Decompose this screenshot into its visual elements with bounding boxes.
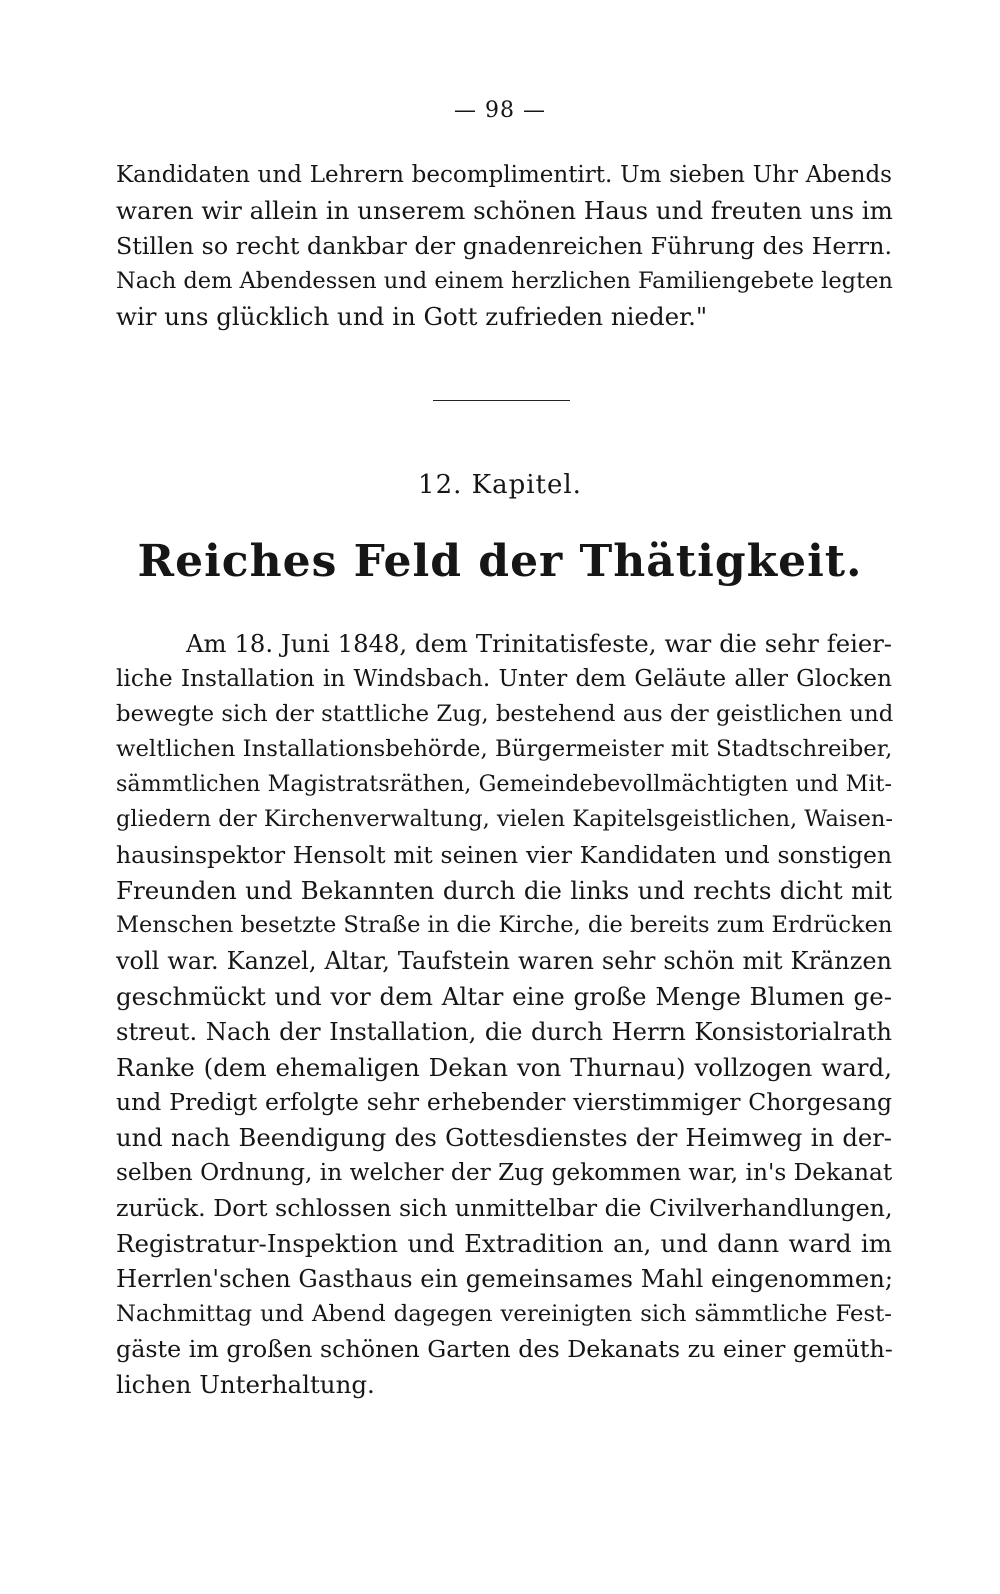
text-line: zurück. Dort schlossen sich unmittelbar die Civilverhandlungen,: [116, 1193, 893, 1222]
text-line: Nach dem Abendessen und einem herzlichen Familiengebete legten: [116, 267, 893, 294]
text-line: streut. Nach der Installation, die durch Herrn Konsistorialrath: [116, 1017, 892, 1047]
text-line: Herrlen'schen Gasthaus ein gemeinsames Mahl eingenommen;: [116, 1264, 894, 1294]
text-line: Kandidaten und Lehrern becomplimentirt. Um sieben Uhr Abends: [116, 162, 892, 188]
text-line: voll war. Kanzel, Altar, Taufstein waren sehr schön mit Kränzen: [116, 946, 892, 975]
text-line: bewegte sich der stattliche Zug, bestehend aus der geistlichen und: [116, 700, 894, 727]
text-line: Stillen so recht dankbar der gnadenreichen Führung des Herrn.: [116, 231, 892, 260]
text-line: gliedern der Kirchenverwaltung, vielen Kapitelsgeistlichen, Waisen-: [116, 806, 894, 833]
text-line: wir uns glücklich und in Gott zufrieden nieder.": [116, 302, 708, 332]
text-line: Am 18. Juni 1848, dem Trinitatisfeste, war die sehr feier-: [186, 629, 892, 658]
text-line: weltlichen Installationsbehörde, Bürgermeister mit Stadtschreiber,: [116, 735, 893, 762]
text-line: geschmückt und vor dem Altar eine große Menge Blumen ge-: [116, 981, 892, 1011]
text-line: Ranke (dem ehemaligen Dekan von Thurnau) vollzogen ward,: [116, 1052, 892, 1082]
text-line: gäste im großen schönen Garten des Dekanats zu einer gemüth-: [116, 1334, 893, 1363]
text-line: und Predigt erfolgte sehr erhebender vierstimmiger Chorgesang: [116, 1087, 892, 1116]
text-line: lichen Unterhaltung.: [116, 1370, 375, 1400]
text-line: Menschen besetzte Straße in die Kirche, die bereits zum Erdrücken: [116, 912, 893, 939]
text-line: hausinspektor Hensolt mit seinen vier Kandidaten und sonstigen: [116, 840, 892, 869]
top-paragraph: [116, 158, 892, 334]
text-line: und nach Beendigung des Gottesdienstes der Heimweg in der-: [116, 1123, 892, 1153]
section-divider: [433, 400, 570, 401]
page-number: — 98 —: [454, 98, 546, 123]
text-line: liche Installation in Windsbach. Unter dem Geläute aller Glocken: [116, 665, 892, 693]
text-line: Freunden und Bekannten durch die links und rechts dicht mit: [116, 876, 892, 906]
chapter-title: Reiches Feld der Thätigkeit.: [137, 536, 863, 587]
text-line: sämmtlichen Magistratsräthen, Gemeindebevollmächtigten und Mit-: [116, 771, 892, 798]
text-line: Nachmittag und Abend dagegen vereinigten sich sämmtliche Fest-: [116, 1300, 892, 1327]
text-line: waren wir allein in unserem schönen Haus und freuten uns im: [116, 196, 893, 226]
chapter-number: 12. Kapitel.: [418, 470, 582, 500]
text-line: selben Ordnung, in welcher der Zug gekommen war, in's Dekanat: [116, 1159, 893, 1187]
main-paragraph: [116, 626, 892, 1403]
text-line: Registratur-Inspektion und Extradition an, und dann ward im: [116, 1229, 892, 1259]
